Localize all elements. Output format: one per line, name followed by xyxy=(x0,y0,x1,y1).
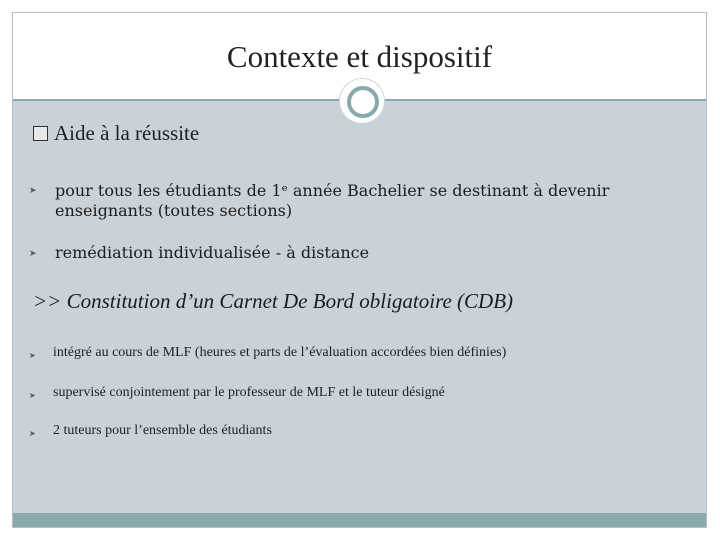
arrowhead-icon: ➤ xyxy=(29,351,36,360)
bullet-item: remédiation individualisée - à distance xyxy=(55,243,370,262)
circle-ring-icon xyxy=(347,86,379,118)
footer-band xyxy=(13,513,706,527)
subheading: >> Constitution d’un Carnet De Bord obligatoire (CDB) xyxy=(33,289,514,313)
bullet-item: pour tous les étudiants de 1ᵉ année Bachelier se destinant à devenir enseignants (toutes sections) xyxy=(55,181,610,220)
sub-bullet-item: supervisé conjointement par le professeur de MLF et le tuteur désigné xyxy=(53,385,445,400)
arrowhead-icon: ➤ xyxy=(29,429,36,438)
arrowhead-icon: ➤ xyxy=(29,391,36,400)
sub-bullet-item: intégré au cours de MLF (heures et parts de l’évaluation accordées bien définies) xyxy=(53,345,507,360)
heading-text: Aide à la réussite xyxy=(54,121,200,145)
divider-circle-icon xyxy=(340,79,384,123)
slide-title: Contexte et dispositif xyxy=(226,39,493,74)
slide xyxy=(12,12,707,528)
sub-bullet-item: 2 tuteurs pour l’ensemble des étudiants xyxy=(53,423,272,438)
checkbox-icon xyxy=(33,126,48,141)
arrowhead-icon: ➤ xyxy=(29,186,37,196)
arrowhead-icon: ➤ xyxy=(29,249,37,259)
section-heading xyxy=(33,121,199,146)
